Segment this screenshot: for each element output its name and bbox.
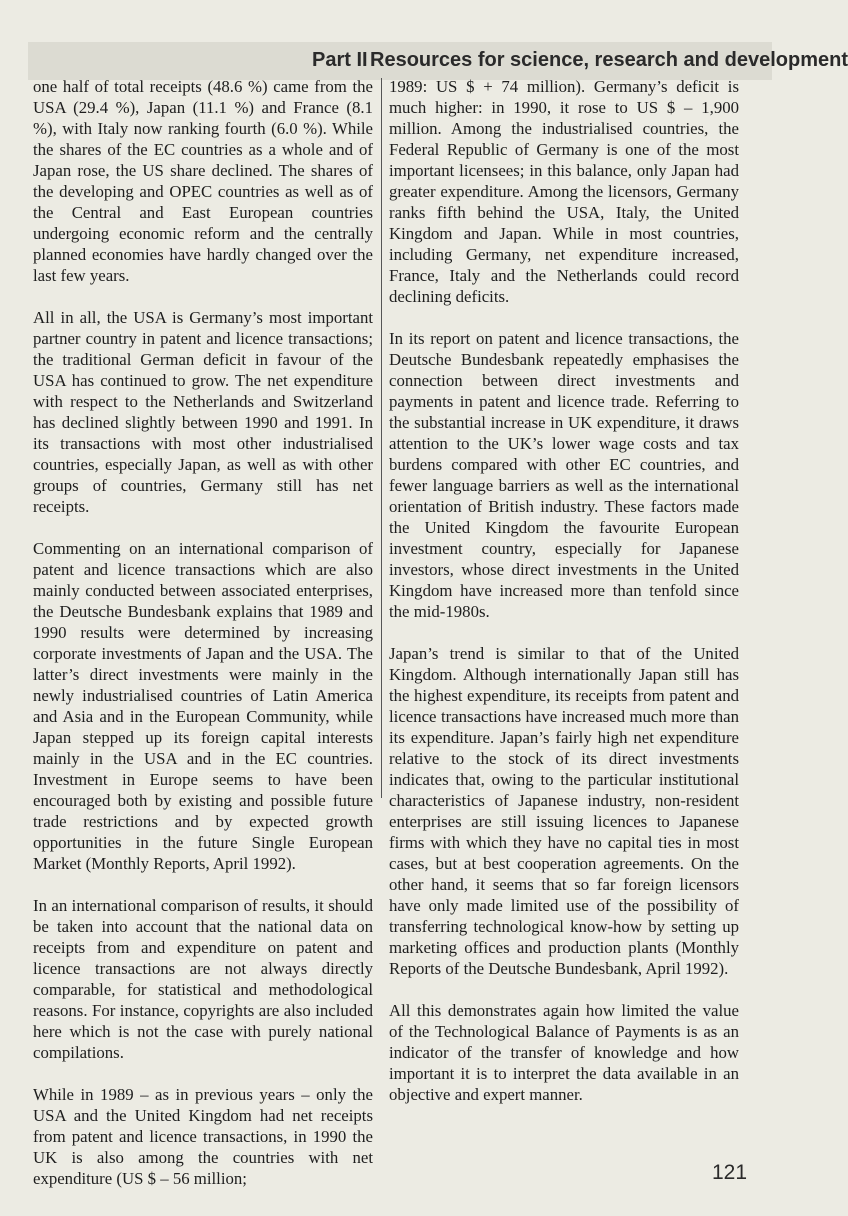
paragraph: In its report on patent and licence transactions, the Deutsche Bundesbank repeatedly emphasises the connection between direct investments and payments in patent and licence trade. Referring to the substantial increase in UK expenditure, it draws attention to the UK’s lower wage costs and tax burdens compared with other EC countries, and fewer language barriers as well as the international orientation of British industry. These factors made the United Kingdom the favourite European investment country, especially for Japanese investors, whose direct investments in the United Kingdom have increased more than tenfold since the mid-1980s. xyxy=(389,329,739,621)
left-column xyxy=(33,76,373,1210)
paragraph: While in 1989 – as in previous years – only the USA and the United Kingdom had net receipts from patent and licence transactions, in 1990 the UK is also among the countries with net expenditure (US $ – 56 million; xyxy=(33,1085,373,1188)
part-label: Part II xyxy=(312,49,368,71)
section-title: Resources for science, research and development xyxy=(370,49,848,71)
paragraph: 1989: US $ + 74 million). Germany’s deficit is much higher: in 1990, it rose to US $ – 1,900 million. Among the industrialised countries, the Federal Republic of Germany is one of the most important licensees; in this balance, only Japan had greater expenditure. Among the licensors, Germany ranks fifth behind the USA, Italy, the United Kingdom and Japan. While in most countries, including Germany, net expenditure increased, France, Italy and the Netherlands could record declining deficits. xyxy=(389,77,739,306)
paragraph: All this demonstrates again how limited the value of the Technological Balance of Payments is as an indicator of the transfer of knowledge and how important it is to interpret the data available in an objective and expert manner. xyxy=(389,1001,739,1104)
right-column xyxy=(389,76,739,1126)
paragraph: All in all, the USA is Germany’s most important partner country in patent and licence transactions; the traditional German deficit in favour of the USA has continued to grow. The net expenditure with respect to the Netherlands and Switzerland has declined slightly between 1990 and 1991. In its transactions with most other industrialised countries, especially Japan, as well as with other groups of countries, Germany still has net receipts. xyxy=(33,308,373,516)
paragraph: In an international comparison of results, it should be taken into account that the national data on receipts from and expenditure on patent and licence transactions are not always directly comparable, for statistical and methodological reasons. For instance, copyrights are also included here which is not the case with purely national compilations. xyxy=(33,896,373,1062)
paragraph: Commenting on an international comparison of patent and licence transactions which are also mainly conducted between associated enterprises, the Deutsche Bundesbank explains that 1989 and 1990 results were determined by increasing corporate investments of Japan and the USA. The latter’s direct investments were mainly in the newly industrialised countries of Latin America and Asia and in the European Community, while Japan stepped up its foreign capital interests mainly in the USA and in the EC countries. Investment in Europe seems to have been encouraged both by existing and possible future trade restrictions and by expected growth opportunities in the future Single European Market (Monthly Reports, April 1992). xyxy=(33,539,373,873)
paragraph: one half of total receipts (48.6 %) came from the USA (29.4 %), Japan (11.1 %) and France (8.1 %), with Italy now ranking fourth (6.0 %). While the shares of the EC countries as a whole and of Japan rose, the US share declined. The shares of the developing and OPEC countries as well as of the Central and East European countries undergoing economic reform and the centrally planned economies have hardly changed over the last few years. xyxy=(33,77,373,285)
paragraph: Japan’s trend is similar to that of the United Kingdom. Although internationally Japan still has the highest expenditure, its receipts from patent and licence transactions have increased much more than its expenditure. Japan’s fairly high net expenditure relative to the stock of its direct investments indicates that, owing to the particular institutional characteristics of Japanese industry, non-resident enterprises are still issuing licences to Japanese firms with which they have no capital ties in most cases, but at best cooperation agreements. On the other hand, it seems that so far foreign licensors have only made limited use of the possibility of transferring technological know-how by setting up marketing offices and production plants (Monthly Reports of the Deutsche Bundesbank, April 1992). xyxy=(389,644,739,978)
column-divider xyxy=(381,78,382,798)
page-number: 121 xyxy=(712,1161,748,1184)
